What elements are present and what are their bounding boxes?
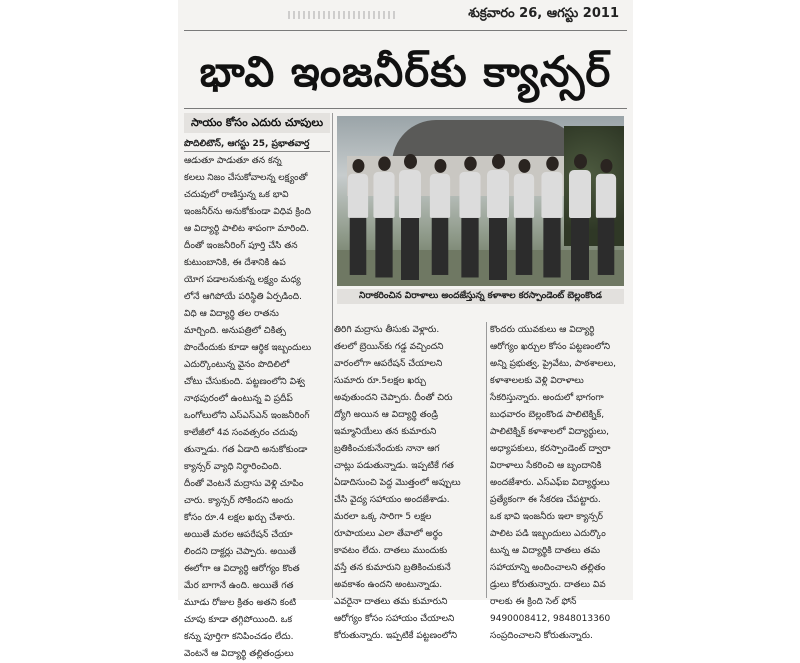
article-line: విరాళాలు సేకరించి ఆ బృందానికి — [490, 461, 602, 471]
article-column-1 — [184, 153, 330, 663]
article-line: రాలకు ఈ క్రింది సెల్ ఫోన్ — [490, 597, 577, 607]
article-line: అవకాశం ఉందని అంటున్నాడు. — [334, 580, 443, 590]
article-line: సేకరిస్తున్నారు. అందులో భాగంగా — [490, 393, 604, 403]
subheadline: సాయం కోసం ఎదురు చూపులు — [184, 113, 330, 133]
article-line: నాథపురంలో ఉంటున్న వి ప్రదీప్ — [184, 394, 293, 404]
masthead-rule — [184, 30, 627, 31]
article-line: బుధవారం బెల్లంకొండ పాలిటెక్నిక్, — [490, 410, 605, 420]
article-line: 9490008412, 9848013360 — [490, 614, 611, 624]
article-line: ప్రత్యేకంగా ఈ సేకరణ చేపట్టారు. — [490, 495, 601, 505]
article-line: చదువులో రాణిస్తున్న ఒక భావి — [184, 190, 289, 200]
dateline-byline: పొదిలిటౌన్, ఆగస్టు 25, ప్రభాతవార్త — [184, 137, 330, 152]
publication-date: శుక్రవారం 26, ఆగస్టు 2011 — [468, 6, 619, 21]
article-line: క్యాన్సర్ వ్యాధి నిర్ధారించింది. — [184, 462, 282, 472]
article-line: డ్రులు కోరుతున్నారు. దాతలు వివ — [490, 580, 606, 590]
article-line: పాలిటెక్నిక్ కళాశాలలో విద్యార్థులు, — [490, 427, 610, 437]
article-line: వారంలోగా ఆపరేషన్ చేయాలని — [334, 359, 443, 369]
photo-person — [596, 159, 616, 275]
article-line: ఆరోగ్యం ఖర్చుల కోసం పట్టణంలోని — [490, 342, 611, 352]
article-line: బ్రతికించుకునేందుకు నానా ఆగ — [334, 444, 440, 454]
article-line: ఒక భావి ఇంజనీరు ఇలా క్యాన్సర్ — [490, 512, 604, 522]
photo-person — [399, 154, 421, 280]
article-column-3 — [490, 322, 628, 645]
article-line: దీంతో ఇంజనీరింగ్ పూర్తి చేసి తన — [184, 241, 298, 251]
article-line: సుమారు రూ.5లక్షల ఖర్చు — [334, 376, 426, 386]
article-line: ద్యోగి అయిన ఆ విద్యార్థి తండ్రి — [334, 410, 438, 420]
article-line: ఎవరైనా దాతలు తమ కుమారుని — [334, 597, 448, 607]
masthead — [178, 4, 633, 26]
column-divider — [332, 113, 333, 598]
article-line: తలలో బ్రెయిన్‌కు గడ్డ వచ్చిందని — [334, 342, 444, 352]
photo-caption: నిరాకరించిన విరాళాలు అందజేస్తున్న కళాశాల కరస్పాండెంట్ బెల్లంకొండ — [337, 289, 624, 304]
article-line: అయితే మరల ఆపరేషన్ చేయా — [184, 530, 293, 540]
article-line: ఒంగోలులోని ఎస్‌ఎస్‌ఎన్ ఇంజనీరింగ్ — [184, 411, 310, 421]
headline: భావి ఇంజనీర్‌కు క్యాన్సర్ — [199, 47, 612, 96]
photo-person — [430, 159, 450, 275]
article-line: తిరిగి మద్రాసు తీసుకు వెళ్లారు. — [334, 325, 440, 335]
article-line: కాలేజీలో 4వ సంవత్సరం చదువు — [184, 428, 298, 438]
newspaper-clipping — [178, 0, 633, 659]
article-line: అన్ని ప్రభుత్వ, ప్రైవేటు, పాఠశాలలు, — [490, 359, 617, 369]
article-line: తున్నాడు. గత ఏడాది అనుకోకుండా — [184, 445, 308, 455]
article-line: మార్చింది. అనుపత్రిలో చికిత్స — [184, 326, 286, 336]
photo-person — [541, 157, 562, 278]
article-line: కుటుంబానికి, ఈ దేశానికి ఉప — [184, 258, 286, 268]
article-line: అవుతుందని చెప్పారు. దీంతో చిరు — [334, 393, 453, 403]
column-divider — [486, 322, 487, 598]
article-line: లోనే ఆగిపోయే పరిస్థితి ఏర్పడింది. — [184, 292, 302, 302]
article-line: దీంతో వెంటనే మద్రాసు వెళ్లి చూపిం — [184, 479, 304, 489]
article-line: ఏడాదిసుంచి పెద్ద మొత్తంలో అప్పులు — [334, 478, 461, 488]
article-line: పాలిట పడి ఇబ్బందులు ఎదుర్కొం — [490, 529, 606, 539]
article-line: ఆరోగ్యం కోసం సహాయం చేయాలని — [334, 614, 455, 624]
article-line: కోరుతున్నారు. ఇప్పటికే పట్టణంలోని — [334, 631, 458, 641]
article-line: అందజేశారు. ఎస్‌ఎఫ్‌ఐ విద్యార్థులు — [490, 478, 610, 488]
article-line: చోటు చేసుకుంది. పట్టణంలోని విశ్వ — [184, 377, 305, 387]
article-line: యోగ పడాలనుకున్న లక్ష్యం మధ్య — [184, 275, 301, 285]
article-line: మేర బాగానే ఉంది. అయితే గత — [184, 581, 294, 591]
article-line: సహాయాన్ని అందించాలని తల్లితం — [490, 563, 606, 573]
photo-person — [348, 159, 368, 275]
article-line: వస్తే తన కుమారుని బ్రతికించుకునే — [334, 563, 451, 573]
article-line: చాట్లు పడుతున్నాడు. ఇప్పటికే గత — [334, 461, 454, 471]
article-line: వెంటనే ఆ విద్యార్థి తల్లితండ్రులు — [184, 649, 294, 659]
headline-rule — [184, 108, 627, 109]
article-line: కలలు నిజం చేసుకోవాలన్న లక్ష్యంతో — [184, 173, 308, 183]
article-line: చూపు కూడా తగ్గిపోయింది. ఒక — [184, 615, 293, 625]
article-line: విధి ఆ విద్యార్థి తల రాతను — [184, 309, 279, 319]
article-line: మరలా ఒక్క సారిగా 5 లక్షల — [334, 512, 432, 522]
article-line: అధ్యాపకులు, కరస్పాండెంట్ ద్వారా — [490, 444, 611, 454]
article-line: ఆడుతూ పాడుతూ తన కన్న — [184, 156, 282, 166]
article-line: ఎదుర్కొంటున్న వైనం పొదిలిలో — [184, 360, 290, 370]
article-line: మూడు రోజుల క్రితం అతని కంటి — [184, 598, 297, 608]
article-line: ఇమ్మానియేలు తన కుమారుని — [334, 427, 437, 437]
article-line: టున్న ఆ విద్యార్థికి దాతలు తమ — [490, 546, 600, 556]
photo-person — [569, 154, 591, 280]
photo-person — [373, 157, 394, 278]
photo-person — [459, 157, 480, 278]
newspaper-logo — [288, 11, 398, 19]
article-line: ఈలోగా ఆ విద్యార్థి ఆరోగ్యం కొంత — [184, 564, 300, 574]
article-line: లిందని దాక్టర్లు చెప్పారు. అయితే — [184, 547, 296, 557]
article-line: కళాశాలలకు వెళ్లి విరాళాలు — [490, 376, 584, 386]
article-line: చారు. క్యాన్సర్ సోకిందని అందు — [184, 496, 294, 506]
article-line: పొందేందుకు కూడా ఆర్థిక ఇబ్బందులు — [184, 343, 312, 353]
article-line: కన్ను పూర్తిగా కనిపించడం లేదు. — [184, 632, 294, 642]
article-line: కావటం లేదు. దాతలు ముందుకు — [334, 546, 448, 556]
article-line: ఆ విద్యార్థి పాలిట శాపంగా మారింది. — [184, 224, 310, 234]
photo-person — [487, 154, 509, 280]
news-photo — [337, 116, 624, 286]
article-column-2 — [334, 322, 482, 645]
article-line: చేసి వైద్య సహాయం అందజేశాడు. — [334, 495, 450, 505]
article-line: సంప్రదించాలని కోరుతున్నారు. — [490, 631, 593, 641]
photo-person — [514, 159, 534, 275]
article-line: ఇంజనీర్‌ను అనుకోకుండా విధివ క్రింది — [184, 207, 311, 217]
article-line: కోసం రూ.4 లక్షల ఖర్చు చేశారు. — [184, 513, 296, 523]
article-line: రూపాయలు ఎలా తేవాలో అర్థం — [334, 529, 443, 539]
article-line: కొందరు యువకులు ఆ విద్యార్థి — [490, 325, 595, 335]
